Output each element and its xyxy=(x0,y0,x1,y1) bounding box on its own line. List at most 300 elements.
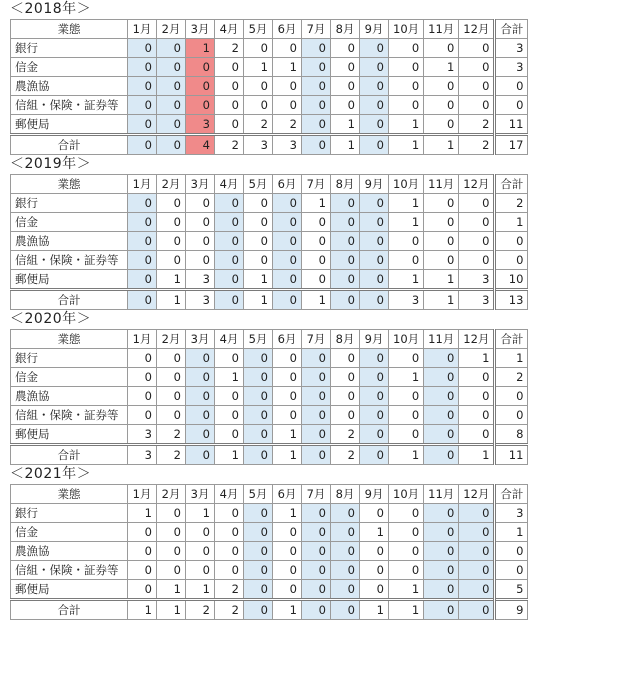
header-category: 業態 xyxy=(11,485,128,504)
header-month: 9月 xyxy=(360,175,389,194)
table-row xyxy=(11,523,528,542)
data-table xyxy=(10,174,528,310)
month-value-cell: 0 xyxy=(157,58,186,77)
header-sum: 合計 xyxy=(495,330,528,349)
month-value-cell: 0 xyxy=(459,542,495,561)
header-month: 10月 xyxy=(389,175,424,194)
month-value-cell: 0 xyxy=(273,349,302,368)
month-value-cell: 3 xyxy=(273,135,302,155)
sum-cell: 9 xyxy=(495,600,528,620)
month-value-cell: 0 xyxy=(389,39,424,58)
header-month: 4月 xyxy=(215,175,244,194)
header-month: 8月 xyxy=(331,485,360,504)
month-value-cell: 1 xyxy=(186,39,215,58)
sum-cell: 3 xyxy=(495,504,528,523)
row-label: 銀行 xyxy=(11,39,128,58)
month-value-cell: 0 xyxy=(424,349,459,368)
month-value-cell: 3 xyxy=(128,445,157,465)
month-value-cell: 0 xyxy=(360,270,389,290)
header-month: 5月 xyxy=(244,20,273,39)
table-row xyxy=(11,39,528,58)
month-value-cell: 0 xyxy=(302,58,331,77)
month-value-cell: 0 xyxy=(331,368,360,387)
month-value-cell: 0 xyxy=(186,445,215,465)
table-row xyxy=(11,96,528,115)
month-value-cell: 1 xyxy=(360,523,389,542)
sum-cell: 0 xyxy=(495,96,528,115)
month-value-cell: 0 xyxy=(128,387,157,406)
month-value-cell: 0 xyxy=(186,406,215,425)
month-value-cell: 0 xyxy=(128,368,157,387)
table-row xyxy=(11,542,528,561)
header-category: 業態 xyxy=(11,20,128,39)
month-value-cell: 0 xyxy=(360,580,389,600)
month-value-cell: 0 xyxy=(459,96,495,115)
month-value-cell: 0 xyxy=(128,58,157,77)
month-value-cell: 1 xyxy=(157,270,186,290)
month-value-cell: 0 xyxy=(157,251,186,270)
month-value-cell: 3 xyxy=(459,270,495,290)
total-row xyxy=(11,135,528,155)
month-value-cell: 0 xyxy=(331,194,360,213)
month-value-cell: 0 xyxy=(424,561,459,580)
month-value-cell: 0 xyxy=(459,600,495,620)
month-value-cell: 1 xyxy=(302,290,331,310)
month-value-cell: 0 xyxy=(302,600,331,620)
table-row xyxy=(11,368,528,387)
month-value-cell: 0 xyxy=(186,387,215,406)
header-month: 1月 xyxy=(128,485,157,504)
header-month: 10月 xyxy=(389,485,424,504)
table-row xyxy=(11,232,528,251)
header-month: 9月 xyxy=(360,330,389,349)
month-value-cell: 0 xyxy=(389,387,424,406)
month-value-cell: 0 xyxy=(459,58,495,77)
month-value-cell: 0 xyxy=(331,96,360,115)
month-value-cell: 0 xyxy=(273,561,302,580)
month-value-cell: 0 xyxy=(157,504,186,523)
header-row xyxy=(11,20,528,39)
header-month: 4月 xyxy=(215,20,244,39)
month-value-cell: 0 xyxy=(244,77,273,96)
sum-cell: 8 xyxy=(495,425,528,445)
month-value-cell: 4 xyxy=(186,135,215,155)
month-value-cell: 1 xyxy=(389,368,424,387)
month-value-cell: 0 xyxy=(273,406,302,425)
header-month: 7月 xyxy=(302,20,331,39)
month-value-cell: 0 xyxy=(459,406,495,425)
month-value-cell: 0 xyxy=(360,115,389,135)
month-value-cell: 0 xyxy=(389,77,424,96)
sum-cell: 0 xyxy=(495,387,528,406)
month-value-cell: 1 xyxy=(186,504,215,523)
sum-cell: 2 xyxy=(495,368,528,387)
month-value-cell: 0 xyxy=(424,600,459,620)
month-value-cell: 0 xyxy=(331,213,360,232)
month-value-cell: 0 xyxy=(424,368,459,387)
month-value-cell: 0 xyxy=(389,406,424,425)
month-value-cell: 0 xyxy=(244,600,273,620)
row-label: 信金 xyxy=(11,368,128,387)
month-value-cell: 0 xyxy=(186,251,215,270)
month-value-cell: 0 xyxy=(459,425,495,445)
month-value-cell: 0 xyxy=(302,39,331,58)
header-month: 6月 xyxy=(273,20,302,39)
data-table xyxy=(10,19,528,155)
month-value-cell: 0 xyxy=(186,96,215,115)
month-value-cell: 0 xyxy=(273,580,302,600)
month-value-cell: 0 xyxy=(302,77,331,96)
month-value-cell: 2 xyxy=(244,115,273,135)
header-month: 11月 xyxy=(424,20,459,39)
header-month: 10月 xyxy=(389,20,424,39)
month-value-cell: 0 xyxy=(128,232,157,251)
header-month: 11月 xyxy=(424,175,459,194)
month-value-cell: 0 xyxy=(215,561,244,580)
header-month: 11月 xyxy=(424,330,459,349)
sum-cell: 1 xyxy=(495,523,528,542)
month-value-cell: 0 xyxy=(273,368,302,387)
row-label: 郵便局 xyxy=(11,115,128,135)
month-value-cell: 0 xyxy=(360,445,389,465)
row-label: 郵便局 xyxy=(11,580,128,600)
month-value-cell: 0 xyxy=(244,504,273,523)
table-row xyxy=(11,213,528,232)
header-month: 6月 xyxy=(273,175,302,194)
month-value-cell: 0 xyxy=(157,349,186,368)
row-label: 農漁協 xyxy=(11,542,128,561)
month-value-cell: 0 xyxy=(424,39,459,58)
sum-cell: 11 xyxy=(495,115,528,135)
month-value-cell: 0 xyxy=(186,425,215,445)
row-label: 農漁協 xyxy=(11,232,128,251)
year-title: ＜2021年＞ xyxy=(10,466,92,482)
table-row xyxy=(11,406,528,425)
month-value-cell: 0 xyxy=(331,58,360,77)
sum-cell: 1 xyxy=(495,349,528,368)
month-value-cell: 2 xyxy=(157,425,186,445)
month-value-cell: 0 xyxy=(128,290,157,310)
month-value-cell: 0 xyxy=(360,96,389,115)
month-value-cell: 0 xyxy=(360,387,389,406)
month-value-cell: 0 xyxy=(215,58,244,77)
month-value-cell: 0 xyxy=(331,349,360,368)
sum-cell: 0 xyxy=(495,542,528,561)
month-value-cell: 0 xyxy=(331,387,360,406)
month-value-cell: 0 xyxy=(302,115,331,135)
month-value-cell: 1 xyxy=(157,290,186,310)
month-value-cell: 0 xyxy=(331,77,360,96)
month-value-cell: 0 xyxy=(186,561,215,580)
month-value-cell: 0 xyxy=(459,368,495,387)
row-label: 信組・保険・証券等 xyxy=(11,251,128,270)
month-value-cell: 0 xyxy=(389,542,424,561)
month-value-cell: 0 xyxy=(244,387,273,406)
month-value-cell: 0 xyxy=(273,270,302,290)
month-value-cell: 1 xyxy=(389,580,424,600)
header-month: 8月 xyxy=(331,175,360,194)
sum-cell: 2 xyxy=(495,194,528,213)
month-value-cell: 0 xyxy=(273,194,302,213)
month-value-cell: 3 xyxy=(244,135,273,155)
month-value-cell: 0 xyxy=(389,504,424,523)
year-section xyxy=(0,310,640,465)
header-month: 11月 xyxy=(424,485,459,504)
total-label: 合計 xyxy=(11,290,128,310)
month-value-cell: 0 xyxy=(302,232,331,251)
month-value-cell: 0 xyxy=(302,368,331,387)
month-value-cell: 2 xyxy=(157,445,186,465)
table-row xyxy=(11,349,528,368)
month-value-cell: 0 xyxy=(360,77,389,96)
month-value-cell: 0 xyxy=(244,39,273,58)
row-label: 信組・保険・証券等 xyxy=(11,96,128,115)
month-value-cell: 0 xyxy=(302,580,331,600)
row-label: 農漁協 xyxy=(11,387,128,406)
header-month: 2月 xyxy=(157,485,186,504)
month-value-cell: 3 xyxy=(459,290,495,310)
month-value-cell: 0 xyxy=(244,523,273,542)
month-value-cell: 0 xyxy=(459,251,495,270)
month-value-cell: 0 xyxy=(186,58,215,77)
year-section xyxy=(0,465,640,620)
month-value-cell: 0 xyxy=(424,96,459,115)
month-value-cell: 0 xyxy=(273,523,302,542)
table-row xyxy=(11,425,528,445)
month-value-cell: 1 xyxy=(273,425,302,445)
header-month: 3月 xyxy=(186,20,215,39)
month-value-cell: 0 xyxy=(360,290,389,310)
month-value-cell: 0 xyxy=(128,251,157,270)
month-value-cell: 0 xyxy=(331,600,360,620)
month-value-cell: 0 xyxy=(215,406,244,425)
month-value-cell: 0 xyxy=(128,561,157,580)
month-value-cell: 0 xyxy=(215,542,244,561)
month-value-cell: 0 xyxy=(302,561,331,580)
month-value-cell: 0 xyxy=(424,580,459,600)
month-value-cell: 0 xyxy=(157,368,186,387)
month-value-cell: 0 xyxy=(459,213,495,232)
row-label: 信金 xyxy=(11,523,128,542)
month-value-cell: 0 xyxy=(360,561,389,580)
month-value-cell: 0 xyxy=(389,425,424,445)
month-value-cell: 0 xyxy=(215,290,244,310)
month-value-cell: 0 xyxy=(360,406,389,425)
month-value-cell: 0 xyxy=(389,561,424,580)
sum-cell: 0 xyxy=(495,251,528,270)
month-value-cell: 0 xyxy=(128,580,157,600)
month-value-cell: 0 xyxy=(360,58,389,77)
header-month: 12月 xyxy=(459,485,495,504)
month-value-cell: 0 xyxy=(157,77,186,96)
header-month: 10月 xyxy=(389,330,424,349)
row-label: 郵便局 xyxy=(11,425,128,445)
month-value-cell: 0 xyxy=(389,523,424,542)
month-value-cell: 0 xyxy=(215,387,244,406)
month-value-cell: 0 xyxy=(424,194,459,213)
month-value-cell: 0 xyxy=(186,368,215,387)
sum-cell: 13 xyxy=(495,290,528,310)
month-value-cell: 1 xyxy=(389,600,424,620)
month-value-cell: 0 xyxy=(128,542,157,561)
month-value-cell: 0 xyxy=(215,504,244,523)
month-value-cell: 0 xyxy=(331,580,360,600)
month-value-cell: 2 xyxy=(459,135,495,155)
sum-cell: 0 xyxy=(495,232,528,251)
sum-cell: 0 xyxy=(495,406,528,425)
month-value-cell: 1 xyxy=(389,135,424,155)
month-value-cell: 0 xyxy=(157,542,186,561)
month-value-cell: 0 xyxy=(424,115,459,135)
month-value-cell: 0 xyxy=(157,387,186,406)
month-value-cell: 3 xyxy=(186,290,215,310)
month-value-cell: 1 xyxy=(331,135,360,155)
month-value-cell: 0 xyxy=(302,425,331,445)
month-value-cell: 0 xyxy=(157,213,186,232)
month-value-cell: 1 xyxy=(273,445,302,465)
month-value-cell: 0 xyxy=(360,504,389,523)
month-value-cell: 0 xyxy=(360,542,389,561)
month-value-cell: 0 xyxy=(302,251,331,270)
month-value-cell: 1 xyxy=(273,58,302,77)
month-value-cell: 0 xyxy=(424,523,459,542)
month-value-cell: 1 xyxy=(273,600,302,620)
month-value-cell: 0 xyxy=(424,77,459,96)
month-value-cell: 0 xyxy=(424,232,459,251)
month-value-cell: 0 xyxy=(186,542,215,561)
row-label: 信金 xyxy=(11,213,128,232)
month-value-cell: 0 xyxy=(128,270,157,290)
header-month: 1月 xyxy=(128,330,157,349)
table-row xyxy=(11,194,528,213)
month-value-cell: 1 xyxy=(459,445,495,465)
table-row xyxy=(11,387,528,406)
row-label: 郵便局 xyxy=(11,270,128,290)
month-value-cell: 0 xyxy=(273,77,302,96)
month-value-cell: 0 xyxy=(157,406,186,425)
row-label: 農漁協 xyxy=(11,77,128,96)
data-table xyxy=(10,484,528,620)
month-value-cell: 3 xyxy=(128,425,157,445)
header-month: 7月 xyxy=(302,175,331,194)
month-value-cell: 0 xyxy=(302,387,331,406)
table-row xyxy=(11,58,528,77)
month-value-cell: 0 xyxy=(424,425,459,445)
header-month: 5月 xyxy=(244,485,273,504)
header-row xyxy=(11,330,528,349)
month-value-cell: 0 xyxy=(157,96,186,115)
header-month: 2月 xyxy=(157,330,186,349)
month-value-cell: 0 xyxy=(273,39,302,58)
sum-cell: 17 xyxy=(495,135,528,155)
month-value-cell: 0 xyxy=(331,504,360,523)
month-value-cell: 0 xyxy=(424,251,459,270)
month-value-cell: 0 xyxy=(244,349,273,368)
month-value-cell: 1 xyxy=(459,349,495,368)
month-value-cell: 0 xyxy=(273,96,302,115)
sum-cell: 10 xyxy=(495,270,528,290)
header-month: 9月 xyxy=(360,20,389,39)
month-value-cell: 1 xyxy=(215,445,244,465)
table-row xyxy=(11,561,528,580)
month-value-cell: 0 xyxy=(128,96,157,115)
month-value-cell: 0 xyxy=(424,445,459,465)
sum-cell: 0 xyxy=(495,561,528,580)
month-value-cell: 0 xyxy=(302,406,331,425)
month-value-cell: 0 xyxy=(157,115,186,135)
month-value-cell: 1 xyxy=(331,115,360,135)
month-value-cell: 0 xyxy=(186,523,215,542)
month-value-cell: 1 xyxy=(215,368,244,387)
month-value-cell: 0 xyxy=(244,232,273,251)
sum-cell: 0 xyxy=(495,77,528,96)
total-label: 合計 xyxy=(11,135,128,155)
month-value-cell: 0 xyxy=(302,96,331,115)
header-month: 8月 xyxy=(331,330,360,349)
month-value-cell: 2 xyxy=(331,425,360,445)
month-value-cell: 0 xyxy=(424,406,459,425)
month-value-cell: 0 xyxy=(128,39,157,58)
month-value-cell: 2 xyxy=(215,580,244,600)
month-value-cell: 3 xyxy=(186,270,215,290)
year-section xyxy=(0,0,640,155)
month-value-cell: 0 xyxy=(302,523,331,542)
month-value-cell: 0 xyxy=(459,504,495,523)
month-value-cell: 2 xyxy=(273,115,302,135)
month-value-cell: 3 xyxy=(389,290,424,310)
month-value-cell: 0 xyxy=(128,135,157,155)
month-value-cell: 1 xyxy=(389,213,424,232)
month-value-cell: 1 xyxy=(128,504,157,523)
month-value-cell: 0 xyxy=(302,270,331,290)
month-value-cell: 0 xyxy=(360,213,389,232)
header-month: 6月 xyxy=(273,330,302,349)
month-value-cell: 1 xyxy=(157,600,186,620)
month-value-cell: 0 xyxy=(459,39,495,58)
month-value-cell: 0 xyxy=(424,387,459,406)
month-value-cell: 0 xyxy=(360,349,389,368)
total-label: 合計 xyxy=(11,600,128,620)
month-value-cell: 0 xyxy=(331,542,360,561)
header-month: 4月 xyxy=(215,330,244,349)
month-value-cell: 0 xyxy=(389,232,424,251)
total-row xyxy=(11,600,528,620)
header-month: 2月 xyxy=(157,20,186,39)
month-value-cell: 1 xyxy=(389,445,424,465)
month-value-cell: 0 xyxy=(360,194,389,213)
month-value-cell: 1 xyxy=(424,58,459,77)
month-value-cell: 0 xyxy=(459,387,495,406)
header-month: 12月 xyxy=(459,330,495,349)
year-title: ＜2019年＞ xyxy=(10,156,92,172)
month-value-cell: 1 xyxy=(424,270,459,290)
month-value-cell: 2 xyxy=(186,600,215,620)
month-value-cell: 0 xyxy=(128,194,157,213)
month-value-cell: 0 xyxy=(273,387,302,406)
month-value-cell: 0 xyxy=(244,445,273,465)
month-value-cell: 0 xyxy=(459,580,495,600)
month-value-cell: 1 xyxy=(186,580,215,600)
month-value-cell: 0 xyxy=(302,542,331,561)
month-value-cell: 0 xyxy=(215,232,244,251)
month-value-cell: 1 xyxy=(128,600,157,620)
header-sum: 合計 xyxy=(495,485,528,504)
month-value-cell: 1 xyxy=(360,600,389,620)
month-value-cell: 0 xyxy=(331,232,360,251)
month-value-cell: 0 xyxy=(128,523,157,542)
month-value-cell: 0 xyxy=(331,251,360,270)
row-label: 信組・保険・証券等 xyxy=(11,406,128,425)
